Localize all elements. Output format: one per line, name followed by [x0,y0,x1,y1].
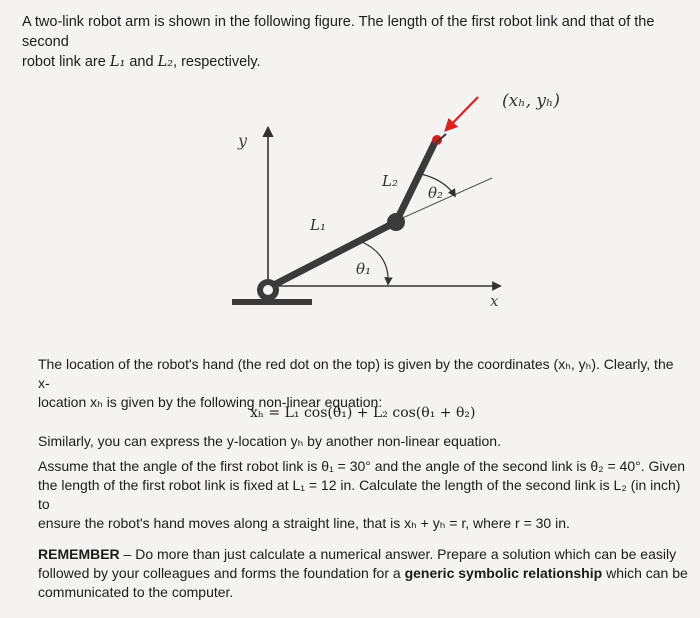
intro-line-1: A two-link robot arm is shown in the following figure. The length of the first robot link and that of the second [22,14,655,50]
intro-line-2-prefix: robot link are [22,54,110,70]
p3-line-1: Assume that the angle of the first robot link is θ₁ = 30° and the angle of the second link is θ₂ = 40°. Given [38,458,686,474]
remember-text-2: followed by your colleagues and forms the foundation for a [38,565,405,581]
p3-line-2: the length of the first robot link is fixed at L₁ = 12 in. Calculate the length of the second link is L₂ (in inch) to [38,477,681,512]
theta2-label: θ₂ [428,184,444,202]
remember-label: REMEMBER [38,546,120,562]
remember-note [38,545,688,602]
hand-coordinates-label: (xₕ, yₕ) [502,91,560,111]
remember-bold-phrase: generic symbolic relationship [404,565,603,581]
p1-line-1: The location of the robot's hand (the red dot on the top) is given by the coordinates (xₕ, yₕ). Clearly, the x- [38,356,674,391]
link-2 [396,140,436,222]
link2-label: L₂ [382,172,398,190]
paragraph-given-values [38,457,686,533]
link1-label: L₁ [310,216,326,234]
p1-line-2: location xₕ is given by the following non-linear equation: [38,394,383,410]
y-axis-label: y [238,131,248,150]
elbow-joint [387,213,405,231]
robot-arm-figure [0,70,700,330]
intro-line-2-suffix: , respectively. [173,54,261,70]
paragraph-y-location: Similarly, you can express the y-location yₕ by another non-linear equation. [38,433,501,449]
hand-pointer-arrow [446,97,478,130]
x-axis-label: x [490,292,499,310]
remember-text-4: communicated to the computer. [38,584,234,600]
theta1-label: θ₁ [356,260,372,278]
link-1 [268,222,396,288]
intro-L1: L₁ [109,54,126,70]
remember-text-3: which can be [602,565,688,581]
intro-and: and [125,54,158,70]
base-joint-hole [263,285,273,295]
equation-xh: xₕ = L₁ cos(θ₁) + L₂ cos(θ₁ + θ₂) [250,405,476,421]
p3-line-3: ensure the robot's hand moves along a straight line, that is xₕ + yₕ = r, where r = 30 in. [38,515,570,531]
intro-text [22,12,690,72]
paragraph-hand-location [38,355,686,412]
remember-text-1: – Do more than just calculate a numerical answer. Prepare a solution which can be easily [119,546,677,562]
intro-L2: L₂ [157,54,174,70]
